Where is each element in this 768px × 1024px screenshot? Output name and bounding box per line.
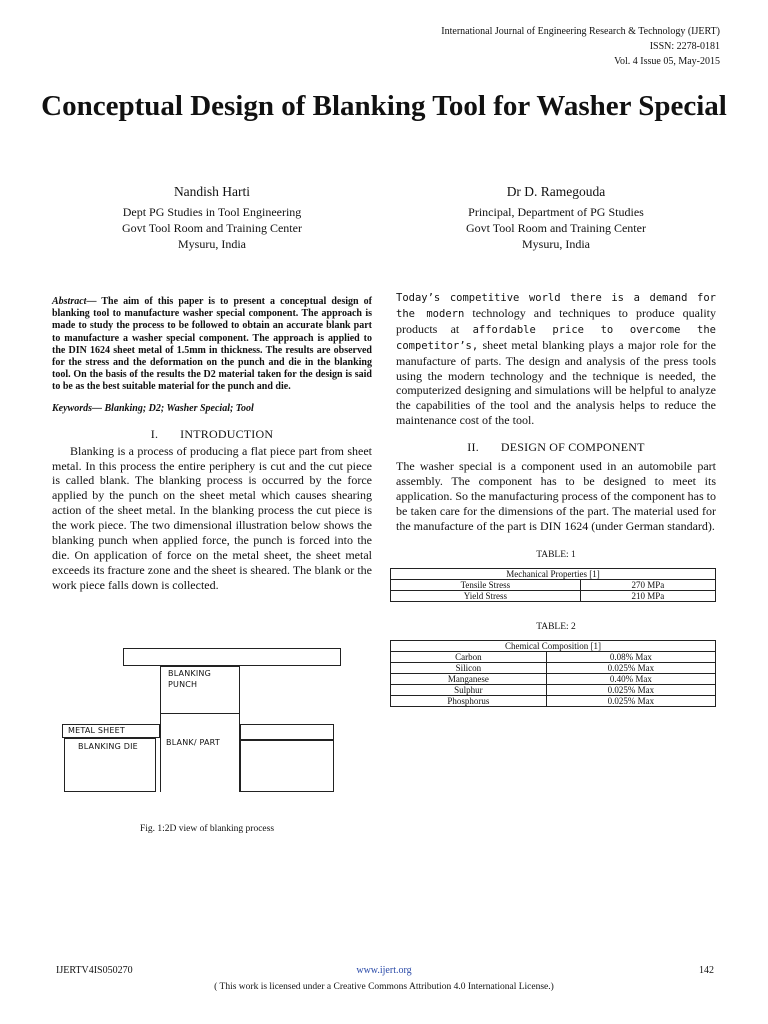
right-intro-paragraph bbox=[396, 290, 716, 428]
table-cell: 0.025% Max bbox=[546, 695, 715, 706]
keywords-lead: Keywords— bbox=[52, 402, 102, 414]
abstract-lead: Abstract bbox=[52, 296, 87, 307]
section-title: DESIGN OF COMPONENT bbox=[500, 440, 645, 455]
author-affiliation: Principal, Department of PG Studies bbox=[468, 205, 644, 219]
section-heading-design bbox=[396, 440, 716, 455]
right-intro-part: sheet metal blanking plays a major role for the manufacture of parts. The design and analysis of the press tools using the modern technology and the technique is needed, the computerized designing and simulations will be helpful to analyze the capabilities of the tool and the analysis helps to reduce the maintenance cost of the tool. bbox=[396, 337, 716, 428]
table-cell: 0.025% Max bbox=[546, 662, 715, 673]
author-block-1 bbox=[62, 184, 362, 252]
table-2-caption: TABLE: 2 bbox=[536, 621, 576, 632]
table-cell: 210 MPa bbox=[580, 590, 715, 601]
table-header: Mechanical Properties [1] bbox=[391, 568, 716, 579]
author-affiliation: Mysuru, India bbox=[178, 237, 246, 251]
author-affiliation: Govt Tool Room and Training Center bbox=[122, 221, 302, 235]
abstract bbox=[52, 296, 372, 394]
table-chemical-composition bbox=[390, 640, 716, 707]
author-name: Nandish Harti bbox=[173, 184, 251, 199]
design-paragraph: The washer special is a component used in an automobile part assembly. The component has to be designed to meet its application. So the manufacturing process of the component has to be taken care for the dimensions of the part. The material used for the manufacture of the part is DIN 1624 (under German standard). bbox=[396, 459, 716, 533]
author-affiliation: Dept PG Studies in Tool Engineering bbox=[122, 205, 302, 219]
journal-name: International Journal of Engineering Research & Technology (IJERT) bbox=[441, 26, 720, 37]
table-row bbox=[391, 695, 716, 706]
table-cell: 0.40% Max bbox=[546, 673, 715, 684]
figure-blank-part bbox=[160, 714, 240, 792]
footer-journal-link[interactable]: www.ijert.org bbox=[356, 965, 412, 976]
figure-die-right bbox=[240, 740, 334, 792]
table-row bbox=[391, 590, 716, 601]
table-row bbox=[391, 684, 716, 695]
table-cell: 0.08% Max bbox=[546, 651, 715, 662]
section-number: II. bbox=[467, 440, 479, 455]
journal-issn: ISSN: 2278-0181 bbox=[649, 41, 720, 52]
table-cell: Carbon bbox=[391, 651, 547, 662]
left-column bbox=[52, 296, 372, 593]
footer-page-number: 142 bbox=[699, 965, 714, 976]
section-heading-introduction bbox=[52, 427, 372, 442]
right-intro-part: Today’s competitive world there is a demand for the modern bbox=[396, 292, 716, 320]
table-cell: 0.025% Max bbox=[546, 684, 715, 695]
author-block-2 bbox=[406, 184, 706, 252]
table-cell: 270 MPa bbox=[580, 579, 715, 590]
figure-punch-label: BLANKING bbox=[168, 669, 211, 678]
table-1-caption: TABLE: 1 bbox=[536, 549, 576, 560]
table-row bbox=[391, 673, 716, 684]
table-cell: Phosphorus bbox=[391, 695, 547, 706]
table-header: Chemical Composition [1] bbox=[391, 640, 716, 651]
introduction-paragraph: Blanking is a process of producing a flat piece part from sheet metal. In this process the entire periphery is cut and the cut piece is called blank. The blanking process is occurred by the force applied by the punch on the sheet metal which causes shearing action of the sheet metal. In the blanking process the cut piece is the work piece. The two dimensional illustration below shows the blanking punch when applied force, the punch is forced into the die. On application of force on the metal sheet, the sheet metal exceeds its fracture zone and the sheet is sheared. The blank or the work piece falls down is collected. bbox=[52, 443, 372, 592]
right-intro-part: technology and techniques to produce quality products at bbox=[396, 305, 716, 336]
figure-top-plate bbox=[123, 648, 341, 666]
paper-title: Conceptual Design of Blanking Tool for Washer Special bbox=[41, 90, 727, 122]
section-number: I. bbox=[150, 426, 159, 441]
table-cell: Tensile Stress bbox=[391, 579, 581, 590]
right-column bbox=[396, 290, 716, 707]
keywords-text: Blanking; D2; Washer Special; Tool bbox=[102, 402, 254, 414]
footer-paper-id: IJERTV4IS050270 bbox=[56, 965, 133, 976]
footer-license: ( This work is licensed under a Creative Commons Attribution 4.0 International License.) bbox=[214, 982, 554, 992]
table-row bbox=[391, 651, 716, 662]
figure-punch-label: PUNCH bbox=[168, 680, 198, 689]
author-affiliation: Govt Tool Room and Training Center bbox=[466, 221, 646, 235]
figure-blank-label: BLANK/ PART bbox=[166, 738, 220, 747]
table-cell: Silicon bbox=[391, 662, 547, 673]
table-cell: Sulphur bbox=[391, 684, 547, 695]
table-row bbox=[391, 579, 716, 590]
table-cell: Manganese bbox=[391, 673, 547, 684]
author-name: Dr D. Ramegouda bbox=[506, 184, 606, 199]
keywords bbox=[52, 403, 372, 414]
figure-caption: Fig. 1:2D view of blanking process bbox=[140, 824, 275, 834]
table-cell: Yield Stress bbox=[391, 590, 581, 601]
right-intro-part: affordable price to overcome the competitor’s, bbox=[396, 323, 716, 352]
journal-header bbox=[441, 24, 720, 69]
table-mechanical-properties bbox=[390, 568, 716, 602]
section-title: INTRODUCTION bbox=[180, 426, 274, 441]
abstract-text: The aim of this paper is to present a conceptual design of blanking tool to manufacture washer special component. The approach is made to study the process to be followed to obtain an accurate blank part to manufacture a washer special component. The approach is applied to the DIN 1624 sheet metal of 1.5mm in thickness. The results are observed for the stress and the deformation on the punch and die in the blanking tool. On the basis of the results the D2 material taken for the design is said to be as the best suitable material for the punch and die. bbox=[52, 296, 372, 393]
figure-die-label: BLANKING DIE bbox=[78, 742, 138, 751]
figure-metal-sheet-label: METAL SHEET bbox=[68, 726, 125, 735]
journal-volume: Vol. 4 Issue 05, May-2015 bbox=[614, 56, 720, 67]
author-affiliation: Mysuru, India bbox=[522, 237, 590, 251]
abstract-dash: — bbox=[86, 296, 97, 307]
table-row bbox=[391, 662, 716, 673]
figure-sheet-right bbox=[240, 724, 334, 740]
blanking-process-figure bbox=[52, 646, 342, 806]
